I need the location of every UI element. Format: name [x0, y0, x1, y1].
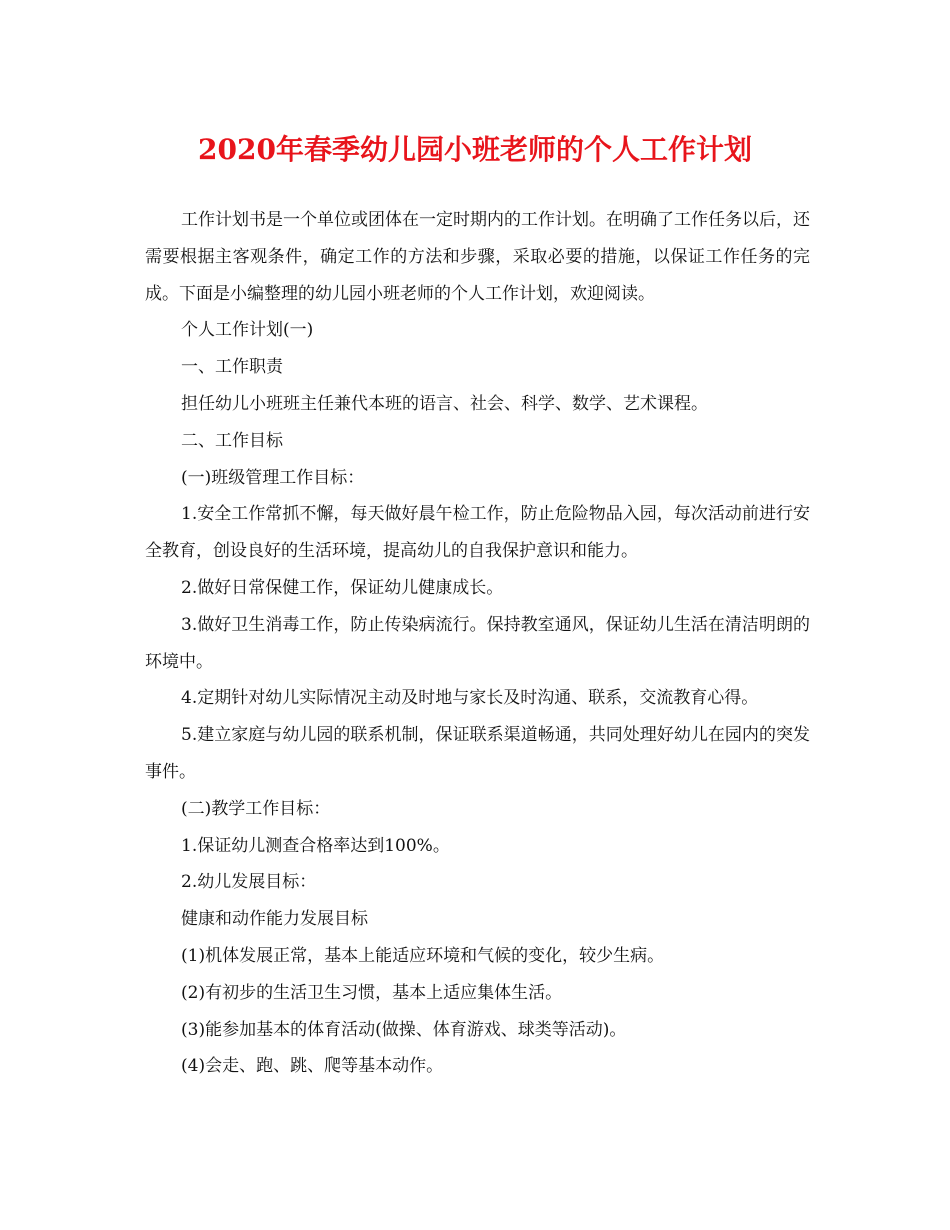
document-title: 2020年春季幼儿园小班老师的个人工作计划 [198, 133, 752, 166]
paragraph-subitem-4: (4)会走、跑、跳、爬等基本动作。 [181, 1056, 444, 1077]
paragraph-item-pass-rate: 1.保证幼儿测查合格率达到100%。 [181, 835, 450, 856]
paragraph-section-goals: 二、工作目标 [181, 430, 283, 451]
paragraph-intro: 工作计划书是一个单位或团体在一定时期内的工作计划。在明确了工作任务以后，还需要根据主客观条件，确定工作的方法和步骤，采取必要的措施，以保证工作任务的完成。下面是小编整理的幼儿园小班老师的个人工作计划，欢迎阅读。 [145, 210, 810, 304]
paragraph-item-safety: 1.安全工作常抓不懈，每天做好晨午检工作，防止危险物品入园，每次活动前进行安全教育，创设良好的生活环境，提高幼儿的自我保护意识和能力。 [145, 504, 810, 562]
paragraph-item-development-goals: 2.幼儿发展目标： [181, 872, 317, 893]
paragraph-class-management-heading: (一)班级管理工作目标： [181, 467, 365, 488]
paragraph-section-duties: 一、工作职责 [181, 357, 283, 378]
paragraph-subitem-2: (2)有初步的生活卫生习惯，基本上适应集体生活。 [181, 982, 563, 1003]
paragraph-item-parent-communication: 4.定期针对幼儿实际情况主动及时地与家长及时沟通、联系，交流教育心得。 [181, 688, 759, 709]
paragraph-subitem-3: (3)能参加基本的体育活动(做操、体育游戏、球类等活动)。 [181, 1019, 627, 1040]
paragraph-subitem-1: (1)机体发展正常，基本上能适应环境和气候的变化，较少生病。 [181, 945, 665, 966]
paragraph-item-home-school-link: 5.建立家庭与幼儿园的联系机制，保证联系渠道畅通，共同处理好幼儿在园内的突发事件。 [145, 725, 810, 782]
paragraph-duties-text: 担任幼儿小班班主任兼代本班的语言、社会、科学、数学、艺术课程。 [181, 393, 708, 414]
paragraph-health-motor-heading: 健康和动作能力发展目标 [181, 909, 368, 930]
paragraph-plan-one-heading: 个人工作计划(一) [181, 320, 314, 341]
paragraph-teaching-goals-heading: (二)教学工作目标： [181, 798, 331, 819]
document-body [145, 202, 810, 1085]
paragraph-item-health-care: 2.做好日常保健工作，保证幼儿健康成长。 [181, 577, 504, 598]
paragraph-item-hygiene: 3.做好卫生消毒工作，防止传染病流行。保持教室通风，保证幼儿生活在清洁明朗的环境中。 [145, 614, 810, 672]
